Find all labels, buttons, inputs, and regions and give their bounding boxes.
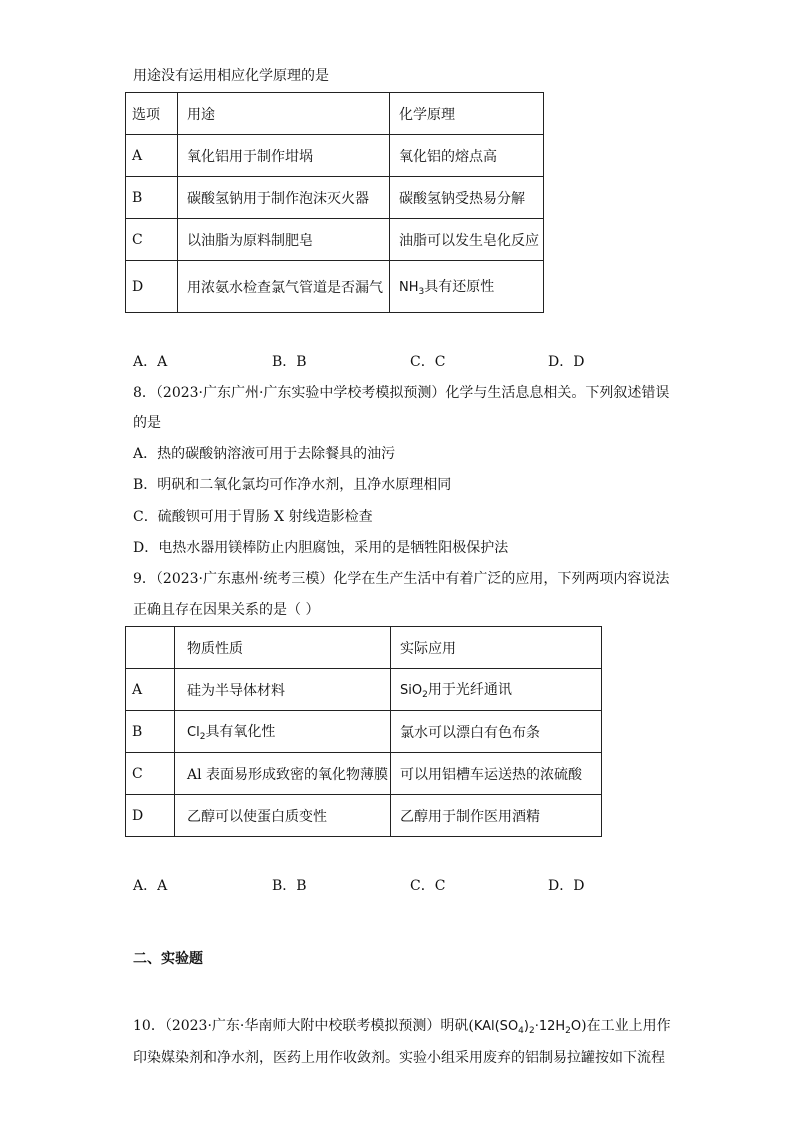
table-row — [126, 177, 544, 219]
formula-subscript: 2 — [199, 732, 206, 742]
table-cell: Al 表面易形成致密的氧化物薄膜 — [175, 753, 391, 795]
table-cell: A — [126, 135, 178, 177]
q7-options — [133, 351, 693, 371]
alum-formula — [474, 1019, 581, 1034]
q7-table — [125, 92, 544, 313]
cell-text: 用于光纤通讯 — [427, 682, 512, 698]
table-row — [126, 795, 602, 837]
table-row — [126, 135, 544, 177]
table-row — [126, 711, 602, 753]
table-cell: D — [126, 795, 175, 837]
formula-subscript: 2 — [528, 1026, 535, 1036]
table-cell — [175, 711, 391, 753]
q10-stem-text: )在工业上用作 — [581, 1018, 671, 1034]
formula-text: Cl — [187, 725, 200, 740]
table-cell: 氯水可以漂白有色布条 — [391, 711, 602, 753]
table-header-cell: 实际应用 — [391, 627, 602, 669]
table-row — [126, 753, 602, 795]
table-cell: 可以用铝槽车运送热的浓硫酸 — [391, 753, 602, 795]
formula-text: KAl(SO — [473, 1019, 519, 1034]
option-c: C．C — [410, 878, 446, 894]
option-d: D．D — [548, 354, 585, 370]
q7-intro: 用途没有运用相应化学原理的是 — [133, 68, 329, 84]
table-header-cell: 选项 — [126, 93, 178, 135]
q8-choice-d: D．电热水器用镁棒防止内胆腐蚀，采用的是牺牲阳极保护法 — [133, 540, 509, 556]
section-heading: 二、实验题 — [133, 951, 203, 967]
formula-text: ) — [523, 1019, 529, 1034]
cell-text: 具有还原性 — [424, 279, 495, 295]
sio2-formula — [400, 683, 428, 698]
table-cell: 硅为半导体材料 — [175, 669, 391, 711]
table-cell — [391, 669, 602, 711]
cell-text: 具有氧化性 — [205, 724, 276, 740]
nh3-formula — [399, 280, 424, 295]
option-b: B．B — [272, 878, 307, 894]
table-cell: 碳酸氢钠用于制作泡沫灭火器 — [178, 177, 390, 219]
formula-subscript: 3 — [418, 287, 425, 297]
table-cell: D — [126, 261, 178, 313]
table-cell: 用浓氨水检查氯气管道是否漏气 — [178, 261, 390, 313]
table-cell: 氧化铝的熔点高 — [390, 135, 544, 177]
table-cell: 乙醇可以使蛋白质变性 — [175, 795, 391, 837]
formula-text: O — [570, 1019, 582, 1034]
formula-subscript: 4 — [518, 1026, 524, 1036]
table-cell: B — [126, 177, 178, 219]
table-cell: 乙醇用于制作医用酒精 — [391, 795, 602, 837]
formula-subscript: 2 — [422, 690, 428, 700]
option-a: A．A — [133, 354, 168, 370]
q9-stem-line2: 正确且存在因果关系的是（ ） — [133, 602, 320, 618]
option-a: A．A — [133, 878, 168, 894]
q10-stem-line2: 印染媒染剂和净水剂，医药上用作收敛剂。实验小组采用废弃的铝制易拉罐按如下流程 — [133, 1050, 665, 1066]
table-row — [126, 219, 544, 261]
table-cell: A — [126, 669, 175, 711]
q10-stem-text: 10．（2023·广东·华南师大附中校联考模拟预测）明矾( — [133, 1018, 474, 1034]
table-cell: 油脂可以发生皂化反应 — [390, 219, 544, 261]
table-cell: C — [126, 219, 178, 261]
formula-subscript: 2 — [565, 1026, 571, 1036]
table-cell — [390, 261, 544, 313]
cl2-formula — [187, 725, 205, 740]
q9-options — [133, 875, 693, 895]
table-row — [126, 627, 602, 669]
table-header-cell — [126, 627, 175, 669]
q8-stem-line2: 的是 — [133, 415, 161, 431]
formula-text: NH — [399, 280, 419, 295]
option-c: C．C — [410, 354, 446, 370]
q8-stem-line1: 8．（2023·广东广州·广东实验中学校考模拟预测）化学与生活息息相关。下列叙述错误 — [133, 385, 670, 401]
q9-stem-line1: 9．（2023·广东惠州·统考三模）化学在生产生活中有着广泛的应用，下列两项内容说法 — [133, 571, 670, 587]
table-cell: 氧化铝用于制作坩埚 — [178, 135, 390, 177]
formula-text: SiO — [400, 683, 423, 698]
table-cell: C — [126, 753, 175, 795]
option-b: B．B — [272, 354, 307, 370]
q10-stem-line1 — [133, 1016, 671, 1041]
q8-choice-c: C．硫酸钡可用于胃肠 X 射线造影检查 — [133, 509, 373, 525]
table-cell: B — [126, 711, 175, 753]
table-cell: 碳酸氢钠受热易分解 — [390, 177, 544, 219]
formula-text: ·12H — [534, 1019, 566, 1034]
option-d: D．D — [548, 878, 585, 894]
table-header-cell: 物质性质 — [175, 627, 391, 669]
table-row — [126, 93, 544, 135]
table-row — [126, 669, 602, 711]
q8-choice-b: B．明矾和二氧化氯均可作净水剂，且净水原理相同 — [133, 477, 452, 493]
q9-table — [125, 626, 602, 837]
table-header-cell: 用途 — [178, 93, 390, 135]
table-row — [126, 261, 544, 313]
table-header-cell: 化学原理 — [390, 93, 544, 135]
q8-choice-a: A．热的碳酸钠溶液可用于去除餐具的油污 — [133, 446, 396, 462]
table-cell: 以油脂为原料制肥皂 — [178, 219, 390, 261]
